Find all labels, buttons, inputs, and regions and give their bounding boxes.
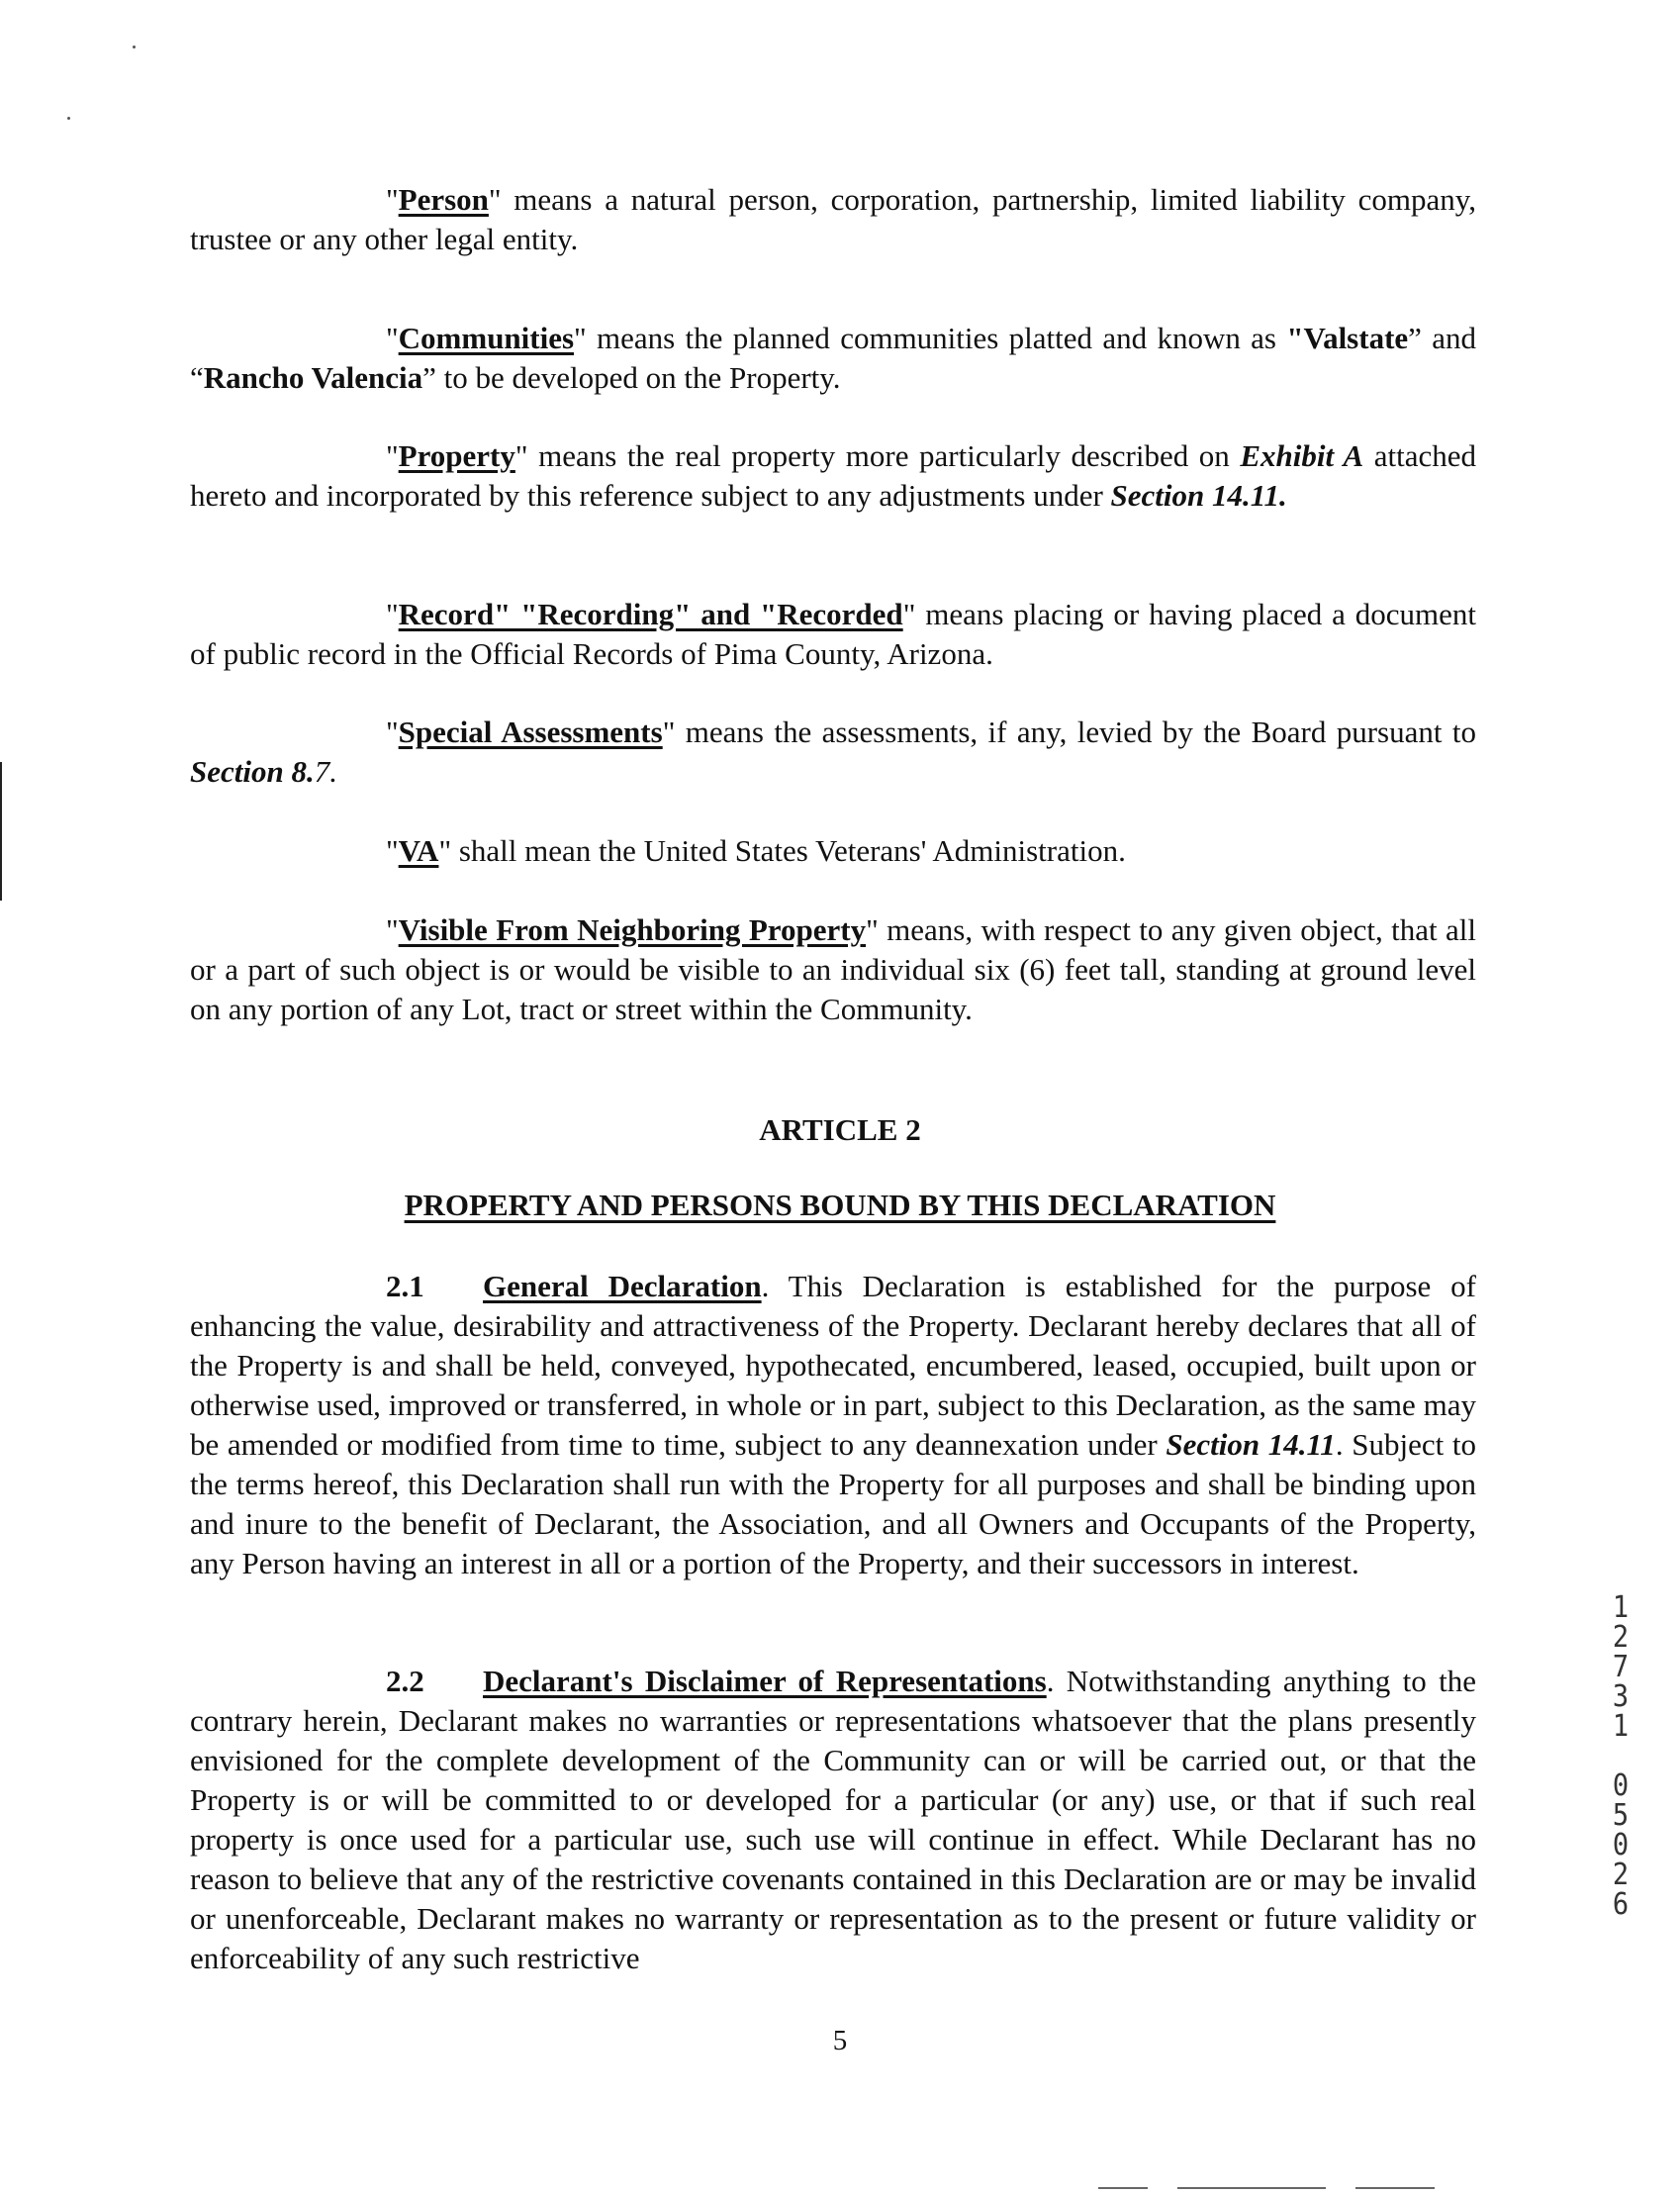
scan-edge-mark bbox=[0, 762, 2, 901]
section-title: Declarant's Disclaimer of Representations bbox=[483, 1664, 1047, 1698]
exhibit-reference: Exhibit A bbox=[1240, 438, 1364, 473]
section-2-1 bbox=[190, 1267, 1476, 1583]
section-text: . Subject to the terms hereof, this Declaration shall run with the Property for all purposes and shall be binding upon and inure to the benefit of Declarant, the Association, and all Owners and Occupants of the Property, any Person having an interest in all or a portion of the Property, and their successors in interest. bbox=[190, 1427, 1476, 1580]
definition-person: "Person" means a natural person, corporation, partnership, limited liability company, trustee or any other legal entity. bbox=[190, 182, 1476, 256]
definition-text: ” to be developed on the Property. bbox=[422, 360, 841, 395]
definition-record: "Record" "Recording" and "Recorded" means placing or having placed a document of public record in the Official Records of Pima County, Arizona. bbox=[190, 597, 1476, 671]
definition-special-assessments: "Special Assessments" means the assessments, if any, levied by the Board pursuant to Section 8.7. bbox=[190, 715, 1476, 789]
scan-rule bbox=[1177, 2187, 1326, 2189]
scan-rule bbox=[1098, 2187, 1148, 2189]
defined-term: Property bbox=[398, 438, 515, 473]
page-number: 5 bbox=[832, 2025, 848, 2056]
section-number: 2.1 bbox=[386, 1269, 424, 1303]
community-name: Rancho Valencia bbox=[203, 360, 423, 395]
community-name: "Valstate bbox=[1286, 321, 1409, 355]
stamp-digit: 2 bbox=[1612, 1620, 1630, 1655]
definition-text: means the assessments, if any, levied by the Board pursuant to bbox=[675, 715, 1476, 749]
article-label: ARTICLE 2 bbox=[759, 1112, 921, 1147]
definition-communities: "Communities" means the planned communities platted and known as "Valstate” and “Rancho Valencia” to be developed on the Property. bbox=[190, 321, 1476, 395]
scan-speck bbox=[133, 46, 136, 48]
recording-number-stamp bbox=[1603, 1590, 1638, 1922]
section-2-2 bbox=[190, 1662, 1476, 1978]
definition-visible-from-neighboring-property: "Visible From Neighboring Property" means, with respect to any given object, that all or a part of such object is or would be visible to an individual six (6) feet tall, standing at ground level on any portion of any Lot, tract or street within the Community. bbox=[190, 912, 1477, 1026]
stamp-digit: 1 bbox=[1612, 1590, 1630, 1625]
section-title: General Declaration bbox=[483, 1269, 762, 1303]
stamp-digit: 7 bbox=[1612, 1650, 1630, 1684]
stamp-digit: 3 bbox=[1612, 1679, 1630, 1714]
section-reference-suffix: 7. bbox=[314, 754, 337, 789]
definition-text: means the planned communities platted and known as bbox=[586, 321, 1287, 355]
section-reference: Section 14.11. bbox=[1110, 478, 1287, 513]
definition-property: "Property" means the real property more particularly described on Exhibit A attached hereto and incorporated by this reference subject to any adjustments under Section 14.11. bbox=[190, 438, 1476, 513]
section-text: . This Declaration is established for the purpose of enhancing the value, desirability and attractiveness of the Property. Declarant hereby declares that all of the Property is and shall be held, conveyed, hypothecated, encumbered, leased, occupied, built upon or otherwise used, improved or transferred, in whole or in part, subject to this Declaration, as the same may be amended or modified from time to time, subject to any deannexation under bbox=[190, 1269, 1476, 1462]
stamp-digit: 6 bbox=[1612, 1887, 1630, 1922]
definition-text: ” and “ bbox=[190, 321, 1476, 395]
definition-text: means placing or having placed a document of public record in the Official Records of Pima County, Arizona. bbox=[190, 597, 1476, 671]
scan-rule bbox=[1355, 2187, 1435, 2189]
stamp-digit: 2 bbox=[1612, 1858, 1630, 1892]
defined-term: Person bbox=[398, 182, 489, 217]
stamp-digit: 0 bbox=[1612, 1828, 1630, 1862]
scan-speck bbox=[67, 117, 70, 120]
stamp-digit: 0 bbox=[1612, 1768, 1630, 1803]
defined-term: Visible From Neighboring Property bbox=[398, 912, 867, 947]
definition-text: means a natural person, corporation, partnership, limited liability company, trustee or any other legal entity. bbox=[190, 182, 1476, 256]
section-number: 2.2 bbox=[386, 1664, 424, 1698]
stamp-gap bbox=[1603, 1742, 1638, 1771]
stamp-digit: 5 bbox=[1612, 1798, 1630, 1833]
definition-text: attached hereto and incorporated by this reference subject to any adjustments under bbox=[190, 438, 1476, 513]
defined-term: Special Assessments bbox=[398, 715, 663, 749]
section-reference: Section 14.11 bbox=[1166, 1427, 1336, 1462]
definition-text: means the real property more particularly described on bbox=[527, 438, 1241, 473]
defined-term: Record" "Recording" and "Recorded bbox=[398, 597, 903, 631]
definition-text: shall mean the United States Veterans' Administration. bbox=[451, 833, 1126, 868]
article-title bbox=[0, 1188, 1680, 1223]
stamp-digit: 1 bbox=[1612, 1709, 1630, 1744]
section-text: . Notwithstanding anything to the contrary herein, Declarant makes no warranties or representations whatsoever that the plans presently envisioned for the complete development of the Community can or will be carried out, or that the Property is or will be committed to or developed for a particular (or any) use, or that if such real property is once used for a particular use, such use will continue in effect. While Declarant has no reason to believe that any of the restrictive covenants contained in this Declaration are or may be invalid or unenforceable, Declarant makes no warranty or representation as to the present or future validity or enforceability of any such restrictive bbox=[190, 1664, 1476, 1975]
article-title-text: PROPERTY AND PERSONS BOUND BY THIS DECLARATION bbox=[404, 1188, 1276, 1222]
definition-text: means, with respect to any given object, that all or a part of such object is or would be visible to an individual six (6) feet tall, standing at ground level on any portion of any Lot, tract or street within the Community. bbox=[190, 912, 1477, 1026]
section-reference: Section 8. bbox=[190, 754, 315, 789]
definition-va: "VA" shall mean the United States Veterans' Administration. bbox=[386, 833, 1126, 868]
defined-term: Communities bbox=[398, 321, 575, 355]
defined-term: VA bbox=[398, 833, 439, 868]
